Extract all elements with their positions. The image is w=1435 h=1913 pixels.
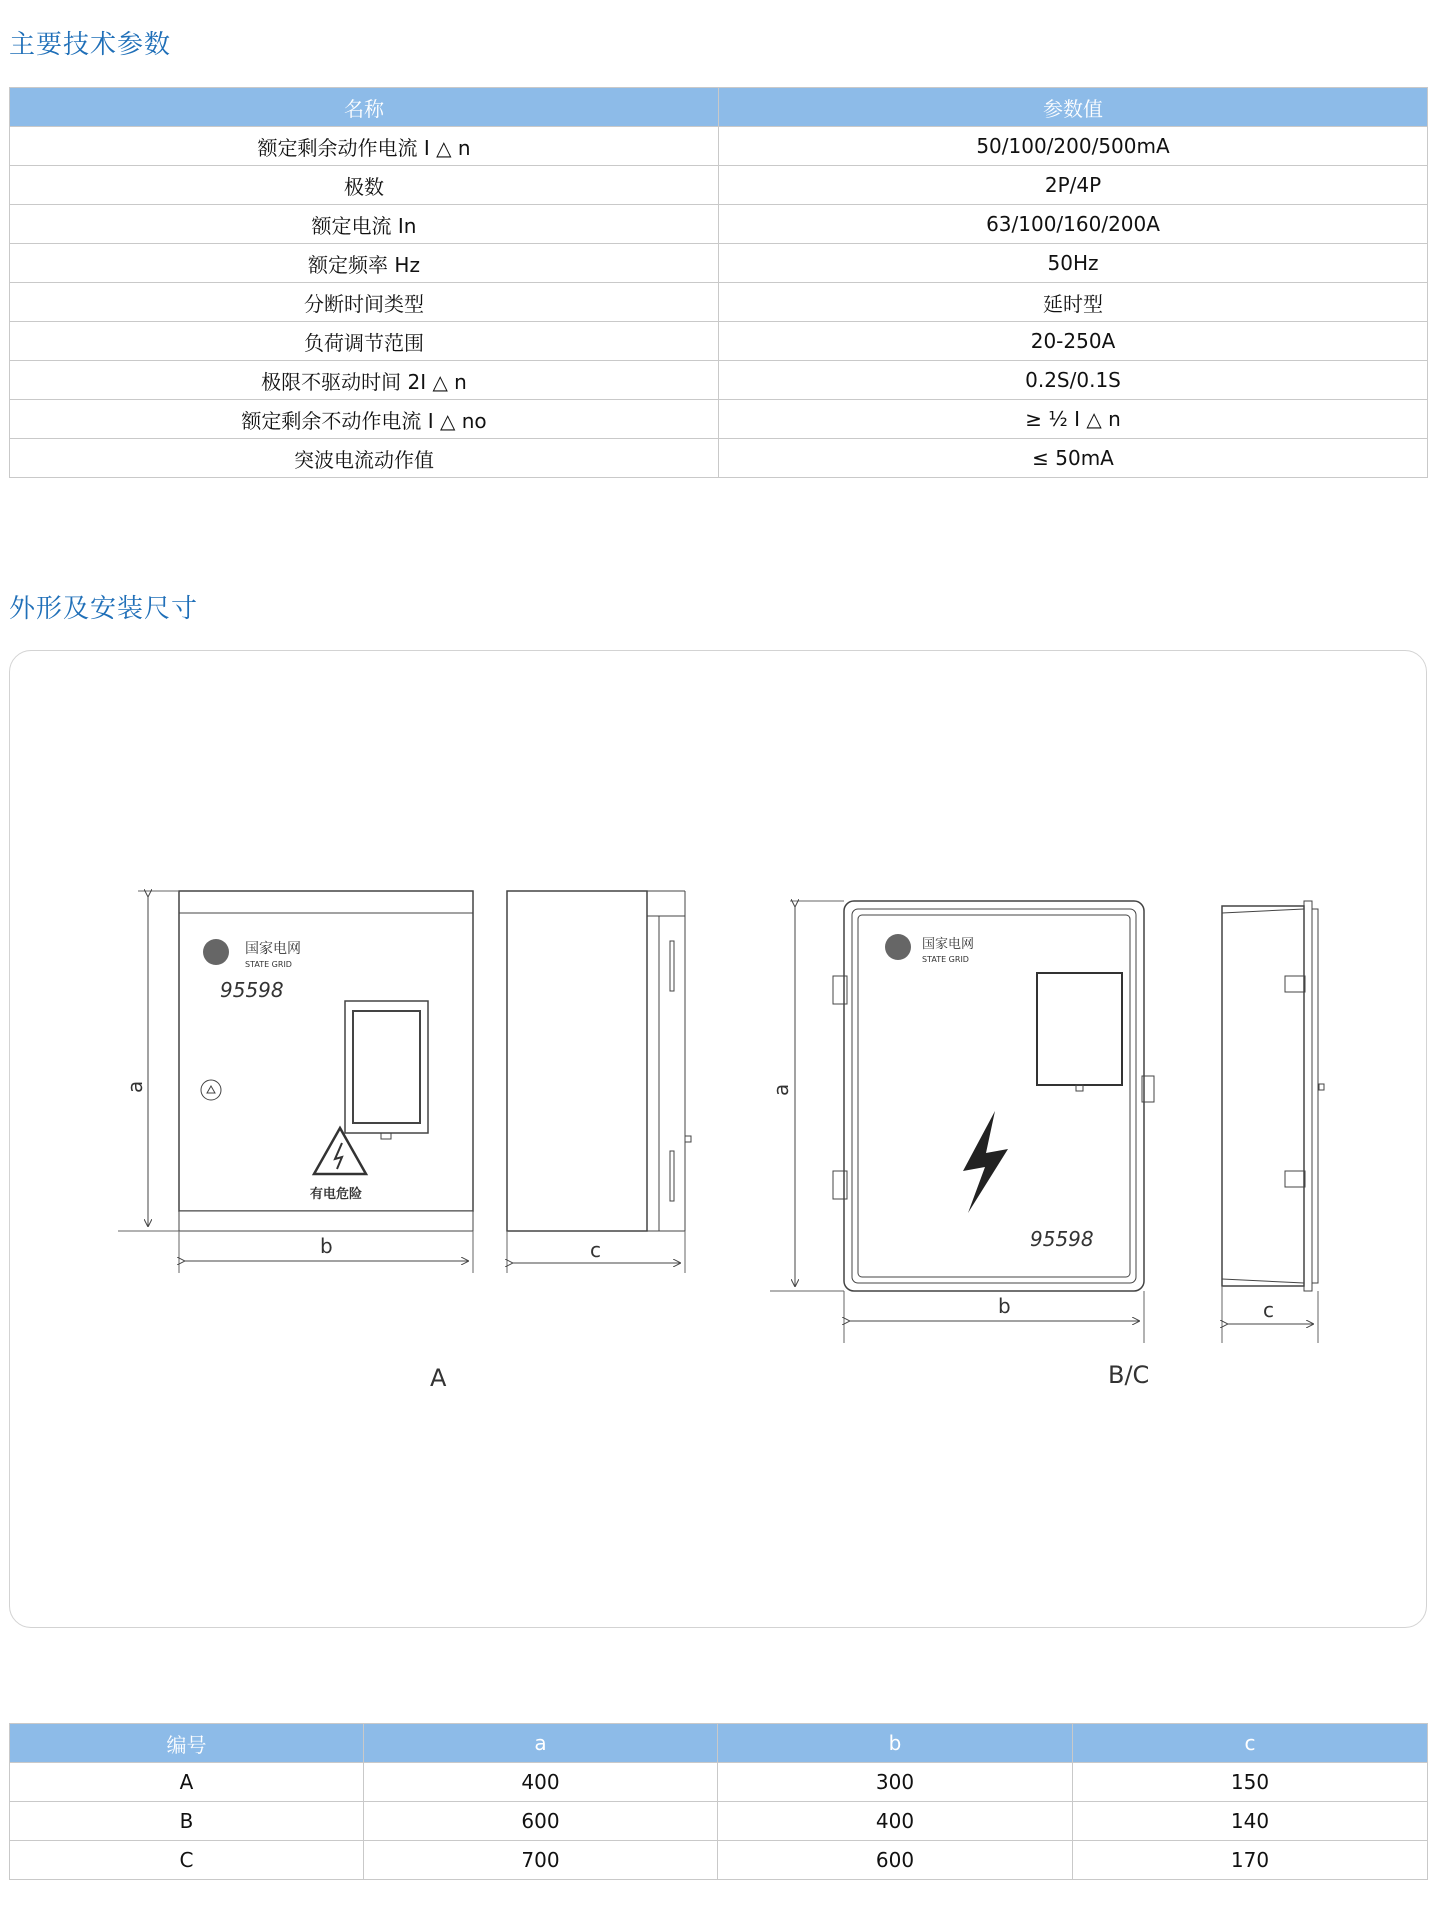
param-value: 延时型 xyxy=(719,283,1428,322)
table-row xyxy=(10,244,1428,283)
table-row xyxy=(10,1802,1428,1841)
table-row xyxy=(10,361,1428,400)
param-value: ≥ ½ I △ n xyxy=(719,400,1428,439)
dim-a-left: a xyxy=(123,1080,147,1093)
param-name: 极限不驱动时间 2I △ n xyxy=(10,361,719,400)
param-name: 额定频率 Hz xyxy=(10,244,719,283)
box-a-front xyxy=(118,891,473,1273)
hotline-2: 95598 xyxy=(1030,1227,1094,1251)
state-grid-logo-icon xyxy=(203,939,229,965)
dim-c-left: c xyxy=(590,1238,601,1262)
brand-cn-2: 国家电网 xyxy=(922,937,975,952)
spec-table xyxy=(9,87,1428,478)
param-name: 分断时间类型 xyxy=(10,283,719,322)
cell-c: 150 xyxy=(1073,1763,1428,1802)
table-row xyxy=(10,439,1428,478)
header-value: 参数值 xyxy=(719,88,1428,127)
header-c: c xyxy=(1073,1724,1428,1763)
param-name: 突波电流动作值 xyxy=(10,439,719,478)
drawing-frame xyxy=(9,650,1427,1628)
section-title-specs: 主要技术参数 xyxy=(9,30,172,60)
cell-b: 300 xyxy=(718,1763,1073,1802)
box-bc-front xyxy=(769,901,1154,1343)
brand-en-2: STATE GRID xyxy=(922,955,969,964)
hotline: 95598 xyxy=(220,978,284,1002)
box-bc-side xyxy=(1222,901,1324,1343)
param-value: 63/100/160/200A xyxy=(719,205,1428,244)
param-value: 20-250A xyxy=(719,322,1428,361)
table-row xyxy=(10,1763,1428,1802)
param-value: 2P/4P xyxy=(719,166,1428,205)
state-grid-logo-icon-2 xyxy=(885,934,911,960)
table-row xyxy=(10,322,1428,361)
param-value: 50Hz xyxy=(719,244,1428,283)
param-value: ≤ 50mA xyxy=(719,439,1428,478)
param-name: 极数 xyxy=(10,166,719,205)
param-name: 负荷调节范围 xyxy=(10,322,719,361)
param-value: 50/100/200/500mA xyxy=(719,127,1428,166)
table-row xyxy=(10,400,1428,439)
section-title-dimensions: 外形及安装尺寸 xyxy=(9,594,199,624)
spec-table-header xyxy=(10,88,1428,127)
box-a-side xyxy=(507,891,691,1273)
header-b: b xyxy=(718,1724,1073,1763)
cell-b: 400 xyxy=(718,1802,1073,1841)
param-value: 0.2S/0.1S xyxy=(719,361,1428,400)
warning-text: 有电危险 xyxy=(310,1187,363,1202)
label-box-bc: B/C xyxy=(1108,1361,1150,1389)
cell-c: 170 xyxy=(1073,1841,1428,1880)
brand-cn: 国家电网 xyxy=(245,941,301,957)
param-name: 额定剩余不动作电流 I △ no xyxy=(10,400,719,439)
cell-a: 400 xyxy=(364,1763,718,1802)
dimension-drawing xyxy=(10,651,1426,1627)
cell-code: C xyxy=(10,1841,364,1880)
dim-b-left: b xyxy=(320,1234,333,1258)
header-code: 编号 xyxy=(10,1724,364,1763)
dimension-table-header xyxy=(10,1724,1428,1763)
cell-code: A xyxy=(10,1763,364,1802)
table-row xyxy=(10,1841,1428,1880)
brand-en: STATE GRID xyxy=(245,960,292,969)
cell-c: 140 xyxy=(1073,1802,1428,1841)
label-box-a: A xyxy=(430,1364,447,1392)
dimension-table xyxy=(9,1723,1428,1880)
dim-a-right: a xyxy=(769,1083,793,1096)
param-name: 额定剩余动作电流 I △ n xyxy=(10,127,719,166)
cell-code: B xyxy=(10,1802,364,1841)
param-name: 额定电流 In xyxy=(10,205,719,244)
dim-c-right: c xyxy=(1263,1298,1274,1322)
dim-b-right: b xyxy=(998,1294,1011,1318)
cell-a: 600 xyxy=(364,1802,718,1841)
table-row xyxy=(10,127,1428,166)
cell-a: 700 xyxy=(364,1841,718,1880)
header-a: a xyxy=(364,1724,718,1763)
cell-b: 600 xyxy=(718,1841,1073,1880)
table-row xyxy=(10,166,1428,205)
table-row xyxy=(10,283,1428,322)
header-name: 名称 xyxy=(10,88,719,127)
table-row xyxy=(10,205,1428,244)
